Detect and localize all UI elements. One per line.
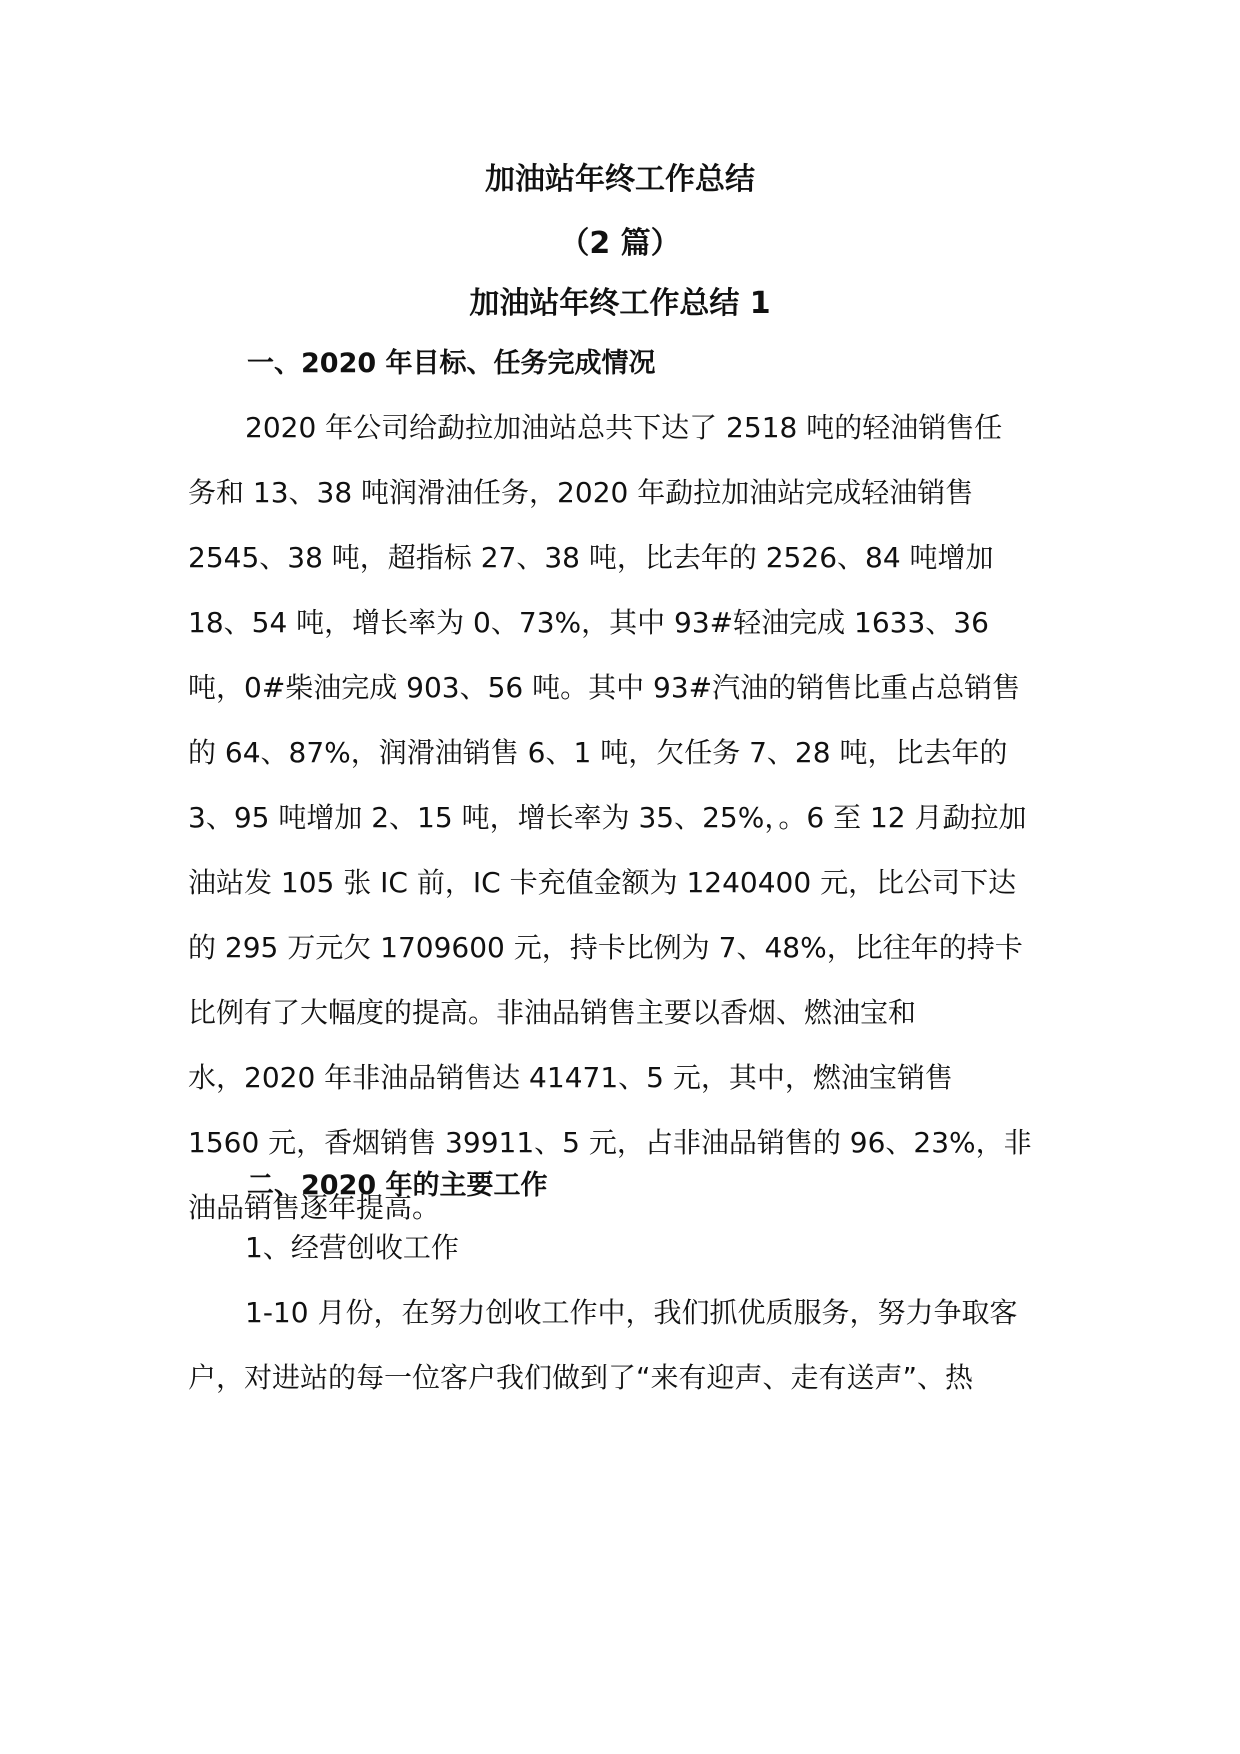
paragraph-line: 18、54 吨，增长率为 0、73%，其中 93#轻油完成 1633、36 <box>188 606 989 639</box>
paragraph-line: 1-10 月份，在努力创收工作中，我们抓优质服务，努力争取客 <box>245 1296 1018 1329</box>
section-1-paragraph <box>188 395 1068 1240</box>
paragraph-line: 水，2020 年非油品销售达 41471、5 元，其中，燃油宝销售 <box>188 1061 953 1094</box>
paragraph-line: 的 295 万元欠 1709600 元，持卡比例为 7、48%，比往年的持卡 <box>188 931 1023 964</box>
document-subtitle: （2 篇） <box>559 226 681 261</box>
paragraph-line: 油站发 105 张 IC 前，IC 卡充值金额为 1240400 元，比公司下达 <box>188 866 1017 899</box>
subsection-1-heading: 1、经营创收工作 <box>245 1231 459 1264</box>
paragraph-line: 油品销售逐年提高。 <box>188 1191 441 1224</box>
paragraph-line: 2545、38 吨，超指标 27、38 吨，比去年的 2526、84 吨增加 <box>188 541 994 574</box>
paragraph-line: 户，对进站的每一位客户我们做到了“来有迎声、走有送声”、热 <box>188 1361 974 1394</box>
paragraph-line: 比例有了大幅度的提高。非油品销售主要以香烟、燃油宝和 <box>188 996 917 1029</box>
paragraph-line: 2020 年公司给勐拉加油站总共下达了 2518 吨的轻油销售任 <box>245 411 1003 444</box>
section-1-heading: 一、2020 年目标、任务完成情况 <box>247 348 656 379</box>
subsection-1-paragraph <box>188 1280 1068 1410</box>
section-2-heading: 二、2020 年的主要工作 <box>247 1170 548 1201</box>
paragraph-line: 1560 元，香烟销售 39911、5 元，占非油品销售的 96、23%，非 <box>188 1126 1032 1159</box>
paragraph-line: 3、95 吨增加 2、15 吨，增长率为 35、25%，。6 至 12 月勐拉加 <box>188 801 1027 834</box>
article-title: 加油站年终工作总结 1 <box>469 286 771 321</box>
subsection-1-heading-block <box>188 1215 1068 1280</box>
paragraph-line: 务和 13、38 吨润滑油任务，2020 年勐拉加油站完成轻油销售 <box>188 476 974 509</box>
paragraph-line: 的 64、87%，润滑油销售 6、1 吨，欠任务 7、28 吨，比去年的 <box>188 736 1008 769</box>
document-title: 加油站年终工作总结 <box>485 162 755 197</box>
paragraph-line: 吨，0#柴油完成 903、56 吨。其中 93#汽油的销售比重占总销售 <box>188 671 1021 704</box>
